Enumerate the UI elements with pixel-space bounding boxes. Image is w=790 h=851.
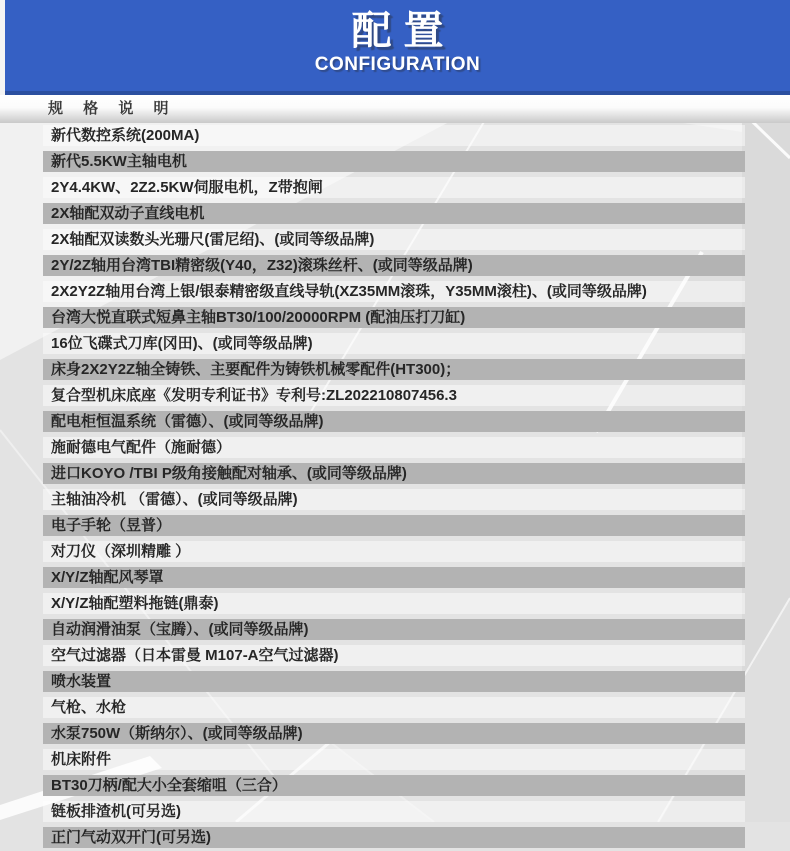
spec-row-label: 喷水装置 — [43, 671, 745, 692]
spec-row — [0, 203, 790, 227]
spec-rows — [0, 125, 790, 851]
page-subtitle: CONFIGURATION — [314, 54, 481, 75]
spec-row — [0, 229, 790, 253]
spec-row — [0, 437, 790, 461]
spec-row-label: BT30刀柄/配大小全套缩咀（三合） — [43, 775, 745, 796]
spec-row-label: 链板排渣机(可另选) — [43, 801, 745, 822]
spec-row — [0, 645, 790, 669]
spec-row-label: 对刀仪（深圳精雕 ） — [43, 541, 745, 562]
spec-row-label: 电子手轮（昱普） — [43, 515, 745, 536]
spec-row — [0, 151, 790, 175]
spec-row-label: 2X2Y2Z轴用台湾上银/银泰精密级直线导轨(XZ35MM滚珠，Y35MM滚柱)、(或同等级品牌) — [43, 281, 745, 302]
spec-row — [0, 697, 790, 721]
spec-row — [0, 801, 790, 825]
spec-row — [0, 125, 790, 149]
spec-row-label: 台湾大悦直联式短鼻主轴BT30/100/20000RPM (配油压打刀缸) — [43, 307, 745, 328]
spec-row — [0, 515, 790, 539]
spec-row-label: 主轴油冷机 （雷德）、(或同等级品牌) — [43, 489, 745, 510]
spec-row-label: 2X轴配双读数头光珊尺(雷尼绍)、(或同等级品牌) — [43, 229, 745, 250]
spec-table-header — [0, 95, 790, 123]
spec-row-label: 复合型机床底座《发明专利证书》专利号:ZL202210807456.3 — [43, 385, 745, 406]
spec-row — [0, 671, 790, 695]
spec-row-label: 16位飞碟式刀库(冈田)、(或同等级品牌) — [43, 333, 745, 354]
spec-row-label: 气枪、水枪 — [43, 697, 745, 718]
spec-row — [0, 567, 790, 591]
page-title: 配置 — [351, 9, 456, 53]
spec-row — [0, 411, 790, 435]
banner — [5, 0, 790, 95]
spec-row — [0, 177, 790, 201]
spec-row — [0, 333, 790, 357]
spec-row — [0, 723, 790, 747]
spec-row-label: X/Y/Z轴配塑料拖链(鼎泰) — [43, 593, 745, 614]
spec-row — [0, 359, 790, 383]
spec-row-label: 进口KOYO /TBI P级角接触配对轴承、(或同等级品牌) — [43, 463, 745, 484]
spec-row-label: 2X轴配双动子直线电机 — [43, 203, 745, 224]
spec-row-label: 水泵750W（斯纳尔）、(或同等级品牌) — [43, 723, 745, 744]
spec-row — [0, 541, 790, 565]
spec-row — [0, 775, 790, 799]
spec-row — [0, 619, 790, 643]
spec-row-label: 新代数控系统(200MA) — [43, 125, 745, 146]
spec-row — [0, 255, 790, 279]
spec-row-label: 自动润滑油泵（宝腾）、(或同等级品牌) — [43, 619, 745, 640]
spec-row — [0, 385, 790, 409]
spec-row-label: 2Y/2Z轴用台湾TBI精密级(Y40，Z32)滚珠丝杆、(或同等级品牌) — [43, 255, 745, 276]
spec-row-label: 施耐德电气配件（施耐德） — [43, 437, 745, 458]
spec-row — [0, 749, 790, 773]
spec-row-label: 正门气动双开门(可另选) — [43, 827, 745, 848]
spec-row — [0, 593, 790, 617]
spec-row-label: 配电柜恒温系统（雷德）、(或同等级品牌) — [43, 411, 745, 432]
spec-row-label: 2Y4.4KW、2Z2.5KW伺服电机，Z带抱闸 — [43, 177, 745, 198]
spec-row-label: 新代5.5KW主轴电机 — [43, 151, 745, 172]
spec-row — [0, 489, 790, 513]
spec-row-label: 床身2X2Y2Z轴全铸铁、主要配件为铸铁机械零配件(HT300)； — [43, 359, 745, 380]
spec-row-label: X/Y/Z轴配风琴罩 — [43, 567, 745, 588]
spec-header-label: 规 格 说 明 — [48, 100, 175, 117]
spec-row — [0, 827, 790, 851]
spec-row-label: 机床附件 — [43, 749, 745, 770]
spec-row — [0, 307, 790, 331]
spec-row-label: 空气过滤器（日本雷曼 M107-A空气过滤器) — [43, 645, 745, 666]
spec-row — [0, 463, 790, 487]
spec-row — [0, 281, 790, 305]
